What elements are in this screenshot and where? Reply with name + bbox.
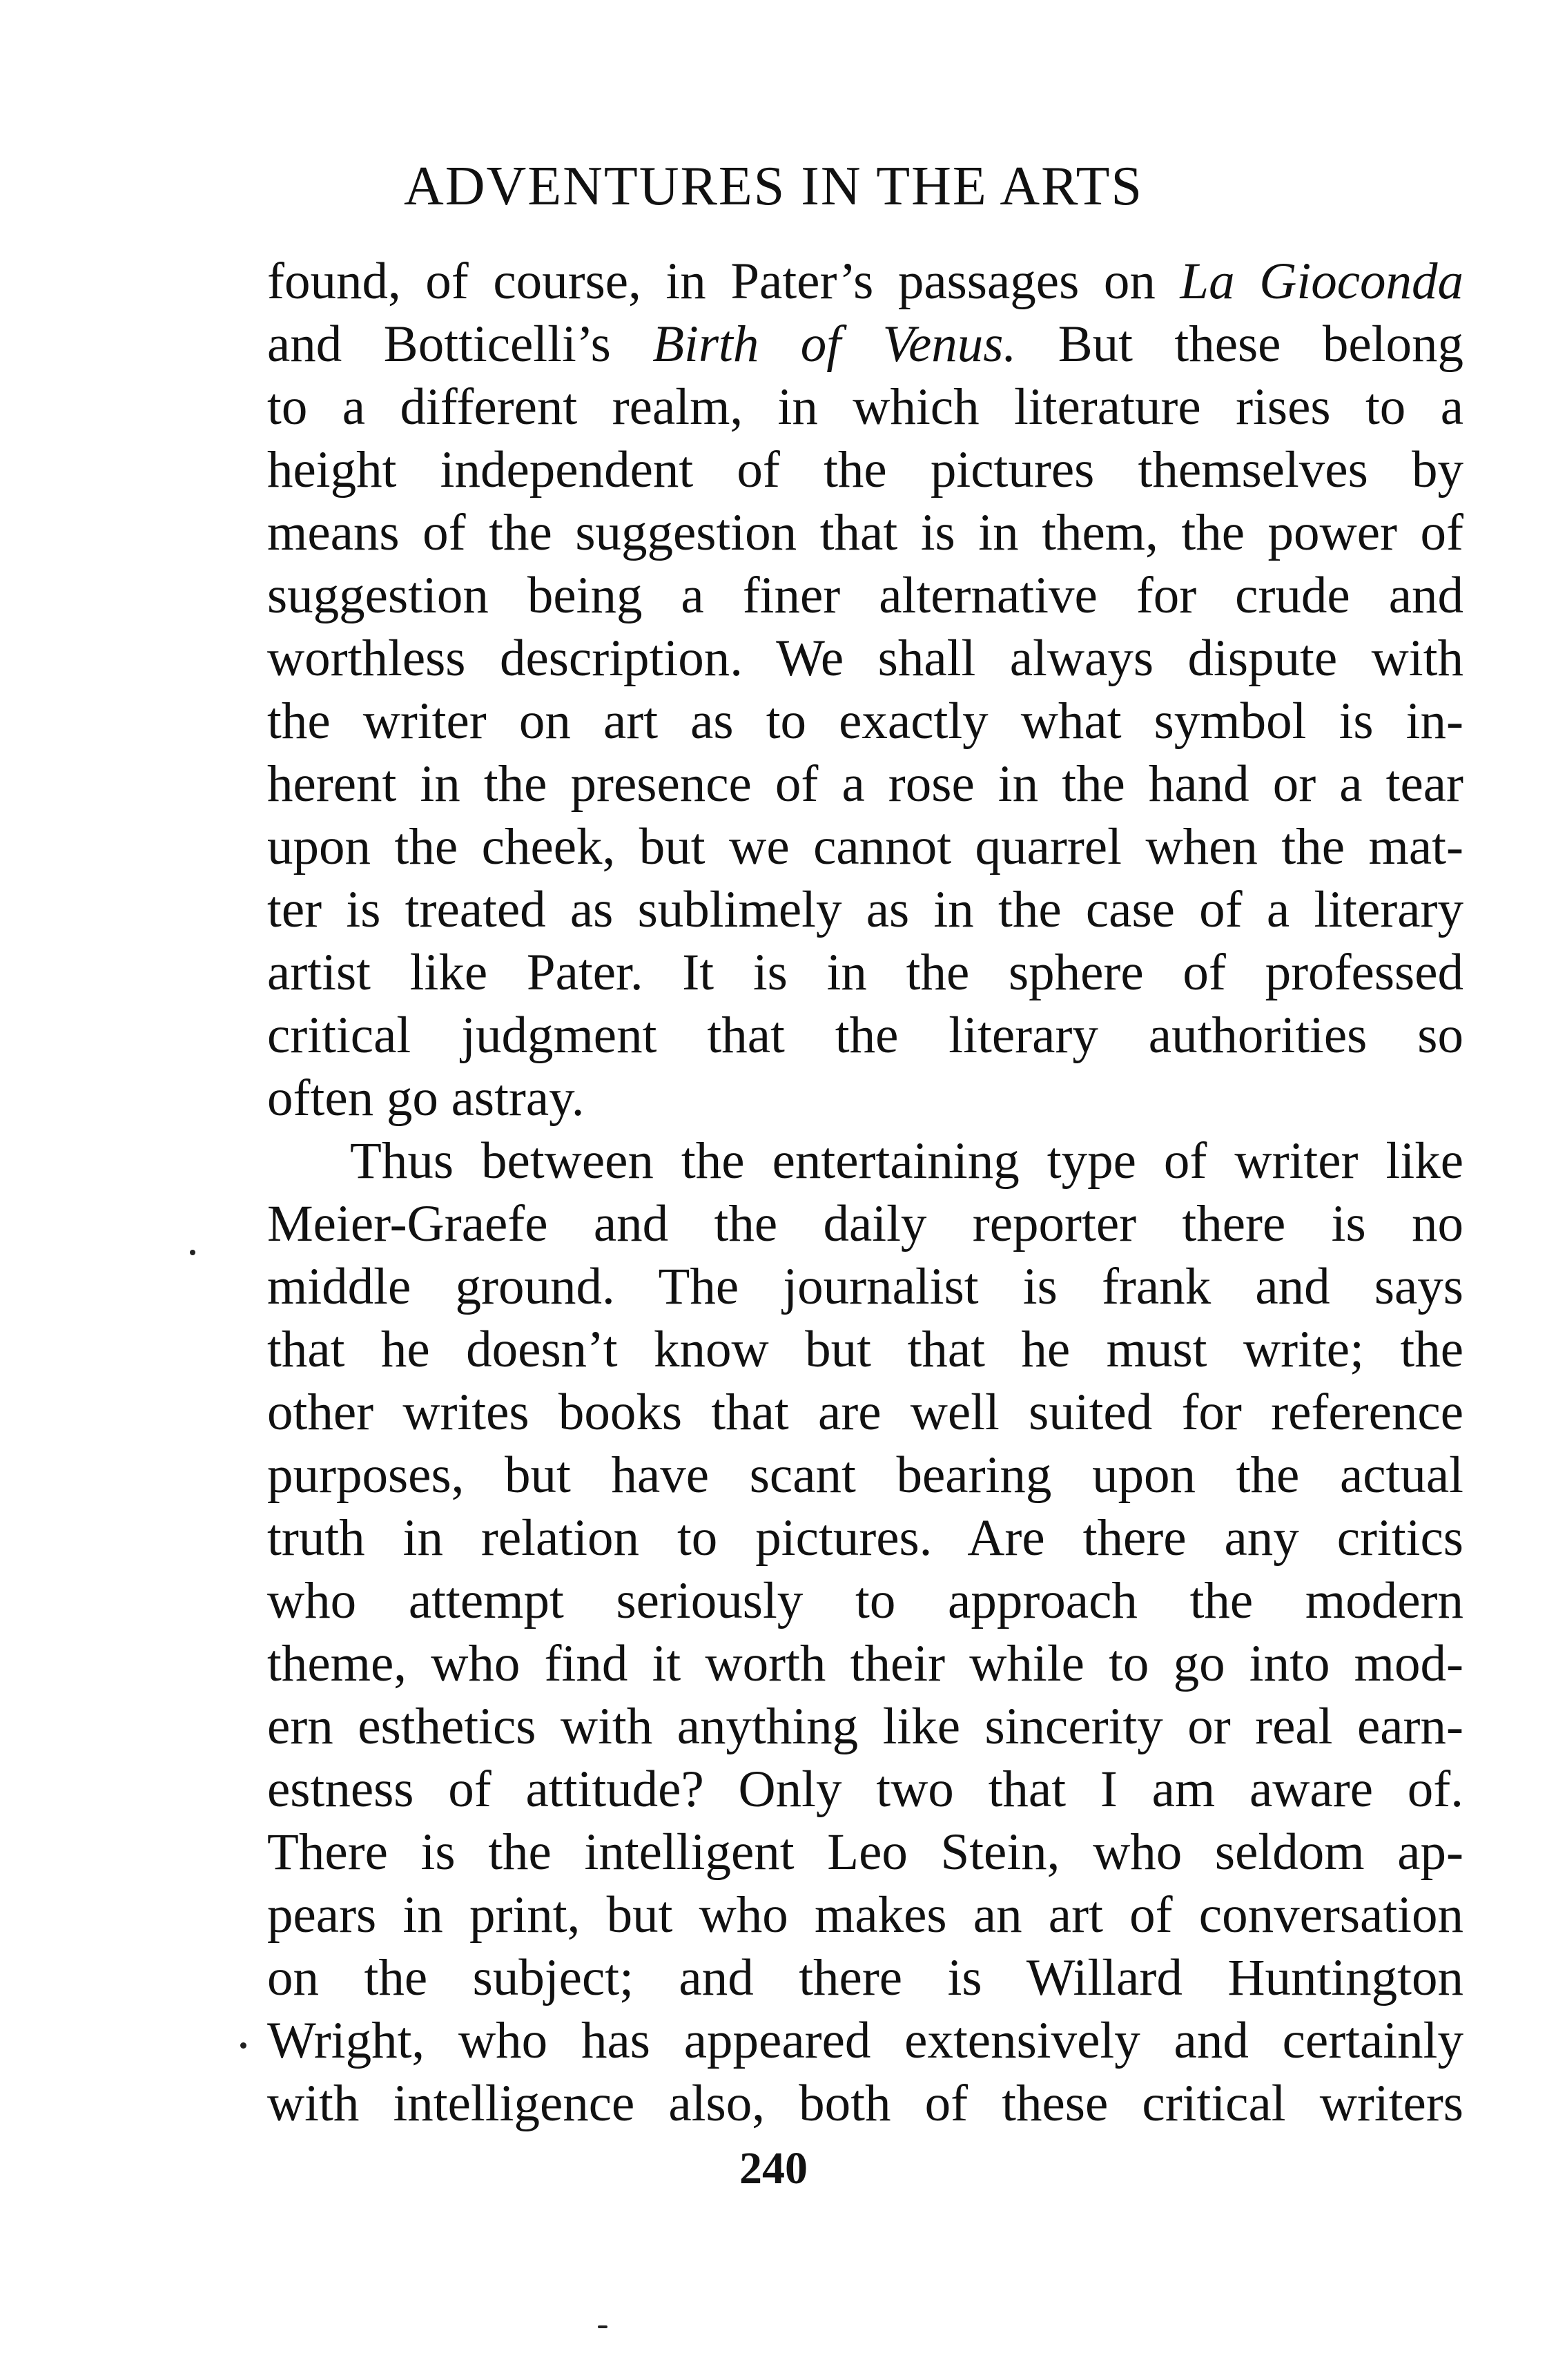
text-line [267, 1130, 1463, 1192]
text-run: But these belong [1016, 316, 1463, 373]
text-line [267, 1946, 1463, 2009]
text-run: that he doesn’t know but that he must write; the [267, 1321, 1463, 1378]
text-line [267, 2072, 1463, 2135]
text-line [267, 2009, 1463, 2072]
text-run: with intelligence also, both of these critical writers [267, 2075, 1463, 2132]
text-run: artist like Pater. It is in the sphere of professed [267, 944, 1463, 1001]
text-run: to a different realm, in which literature rises to a [267, 378, 1463, 436]
text-line [267, 1255, 1463, 1318]
text-line [267, 1318, 1463, 1381]
running-head: ADVENTURES IN THE ARTS [403, 156, 1144, 217]
text-run: ern esthetics with anything like sincerity or real earn- [267, 1698, 1463, 1755]
text-run: upon the cheek, but we cannot quarrel when the mat- [267, 818, 1463, 875]
text-line [267, 1569, 1463, 1632]
scan-speck [190, 1250, 195, 1255]
text-run: the writer on art as to exactly what symbol is in- [267, 693, 1463, 750]
text-line [267, 376, 1463, 438]
body-text [267, 250, 1463, 2135]
text-run: ter is treated as sublimely as in the case of a literary [267, 881, 1463, 938]
text-run: pears in print, but who makes an art of conversation [267, 1886, 1463, 1944]
text-run: height independent of the pictures themselves by [267, 441, 1463, 499]
text-run: herent in the presence of a rose in the hand or a tear [267, 755, 1463, 813]
text-line [267, 627, 1463, 690]
text-line [267, 250, 1463, 313]
text-run: truth in relation to pictures. Are there any critics [267, 1509, 1463, 1567]
text-run: estness of attitude? Only two that I am aware of. [267, 1761, 1463, 1818]
text-run: other writes books that are well suited for reference [267, 1384, 1463, 1441]
text-run: found, of course, in Pater’s passages on [267, 253, 1180, 310]
text-run: often go astray. [267, 1070, 585, 1127]
text-line [267, 1381, 1463, 1444]
text-line [267, 1758, 1463, 1821]
italic-title: La Gioconda [1180, 253, 1463, 310]
text-run: on the subject; and there is Willard Huntington [267, 1949, 1463, 2006]
text-line [267, 313, 1463, 376]
text-line [267, 941, 1463, 1004]
text-line [267, 1884, 1463, 1946]
text-line [267, 1004, 1463, 1067]
text-run: Thus between the entertaining type of writer like [350, 1132, 1463, 1190]
text-run: Wright, who has appeared extensively and certainly [267, 2012, 1463, 2069]
text-run: who attempt seriously to approach the modern [267, 1572, 1463, 1629]
scan-speck [598, 2325, 607, 2328]
text-run: theme, who find it worth their while to go into mod- [267, 1635, 1463, 1692]
text-line [267, 815, 1463, 878]
text-run: and Botticelli’s [267, 316, 653, 373]
text-run: Meier-Graefe and the daily reporter there is no [267, 1195, 1463, 1252]
text-line [267, 1632, 1463, 1695]
text-line [267, 1444, 1463, 1507]
text-line [267, 1192, 1463, 1255]
text-run: middle ground. The journalist is frank and says [267, 1258, 1463, 1315]
text-run: suggestion being a finer alternative for crude and [267, 567, 1463, 624]
scan-speck [240, 2042, 246, 2049]
text-line [267, 1695, 1463, 1758]
text-run: There is the intelligent Leo Stein, who seldom ap- [267, 1823, 1463, 1881]
text-line [267, 690, 1463, 753]
text-run: critical judgment that the literary authorities so [267, 1007, 1463, 1064]
italic-title: Birth of Venus. [652, 316, 1017, 373]
text-line [267, 753, 1463, 815]
text-line [267, 1067, 1463, 1130]
text-run: means of the suggestion that is in them, the power of [267, 504, 1463, 561]
text-line [267, 1507, 1463, 1569]
text-line [267, 564, 1463, 627]
text-run: purposes, but have scant bearing upon the actual [267, 1447, 1463, 1504]
text-run: worthless description. We shall always dispute with [267, 630, 1463, 687]
text-line [267, 1821, 1463, 1884]
text-line [267, 501, 1463, 564]
page-number: 240 [739, 2143, 808, 2194]
text-line [267, 438, 1463, 501]
text-line [267, 878, 1463, 941]
